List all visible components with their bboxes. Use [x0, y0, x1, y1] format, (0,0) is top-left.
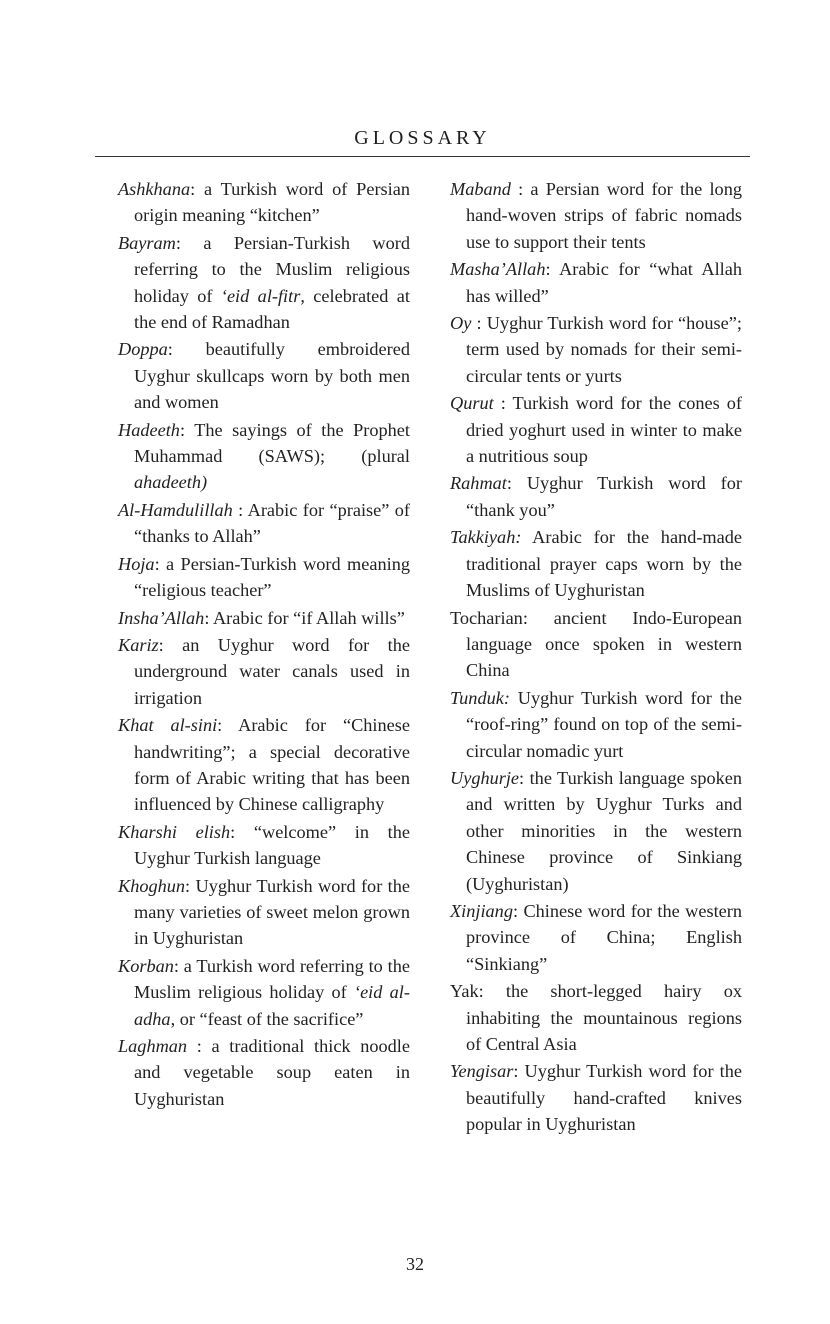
- glossary-entry: [450, 1058, 742, 1137]
- term-separator: :: [471, 313, 487, 334]
- glossary-entry: [118, 336, 410, 415]
- page-title: GLOSSARY: [354, 127, 491, 149]
- glossary-column-right: [450, 176, 742, 1139]
- glossary-entry: [118, 417, 410, 496]
- glossary-term: Maband: [450, 179, 511, 199]
- term-separator: :: [173, 955, 184, 976]
- glossary-entry: [118, 176, 410, 229]
- definition-text: Uyghur Turkish word for “thank you”: [466, 473, 742, 520]
- glossary-term: Kariz: [118, 634, 159, 655]
- term-separator: :: [167, 339, 206, 360]
- definition-text-continued: , celebrated at the end of Ramadhan: [134, 285, 410, 333]
- glossary-definition: [134, 554, 410, 600]
- glossary-entry: [118, 605, 410, 631]
- term-separator: :: [545, 259, 560, 280]
- glossary-term: Al-Hamdulillah: [118, 499, 233, 520]
- glossary-term: Khat al-sini: [118, 715, 218, 736]
- term-separator: :: [230, 821, 254, 842]
- term-separator: :: [493, 393, 513, 414]
- glossary-entry: [450, 524, 742, 603]
- term-separator: [510, 688, 518, 708]
- term-separator: :: [522, 607, 554, 628]
- term-separator: :: [512, 900, 524, 921]
- glossary-entry: [450, 605, 742, 684]
- definition-text: beautifully embroidered Uyghur skullcaps worn by both men and women: [134, 339, 410, 413]
- term-separator: :: [187, 1036, 212, 1056]
- glossary-entry: [450, 470, 742, 523]
- definition-text: Uyghur Turkish word for the beautifully hand-crafted knives popular in Uyghuristan: [466, 1061, 742, 1135]
- glossary-term: Doppa: [118, 339, 168, 360]
- definition-text: a traditional thick noodle and vegetable soup eaten in Uyghuristan: [134, 1036, 410, 1109]
- glossary-entry: [118, 632, 410, 711]
- glossary-term: Hoja: [118, 553, 155, 574]
- term-separator: :: [154, 553, 167, 574]
- glossary-entry: [118, 230, 410, 336]
- title-divider: [95, 156, 750, 157]
- term-separator: :: [232, 499, 248, 520]
- term-separator: :: [506, 473, 527, 494]
- definition-text: a Persian-Turkish word referring to the Muslim religious holiday of: [134, 232, 410, 306]
- glossary-term: Kharshi elish: [118, 821, 231, 842]
- glossary-term: Tocharian: [450, 607, 523, 628]
- definition-text: Chinese word for the western province of China; English “Sinkiang”: [466, 900, 742, 974]
- definition-text: a Persian-Turkish word meaning “religious teacher”: [134, 553, 410, 601]
- definition-italic-term: ‘eid al-fitr: [220, 285, 301, 306]
- glossary-entry: [450, 685, 742, 764]
- glossary-entry: [118, 1033, 410, 1112]
- glossary-term: Xinjiang: [450, 900, 513, 921]
- term-separator: :: [519, 767, 530, 788]
- glossary-term: Khoghun: [118, 875, 186, 896]
- glossary-term: Uyghurje: [450, 767, 520, 788]
- definition-text: the short-legged hairy ox inhabiting the mountainous regions of Central Asia: [466, 981, 742, 1054]
- glossary-term: Rahmat: [450, 473, 507, 494]
- definition-text: Arabic for the hand-made traditional prayer caps worn by the Muslims of Uyghuristan: [466, 527, 743, 601]
- term-separator: :: [179, 419, 195, 440]
- definition-text: ancient Indo-European language once spoken in western China: [466, 607, 743, 681]
- glossary-definition: [466, 981, 742, 1054]
- definition-text: The sayings of the Prophet Muhammad (SAWS); (plural: [134, 419, 410, 467]
- term-separator: :: [175, 232, 204, 253]
- term-separator: :: [513, 1061, 525, 1082]
- glossary-entry: [450, 978, 742, 1057]
- glossary-term: Insha’Allah: [118, 607, 205, 628]
- definition-text: “welcome” in the Uyghur Turkish language: [134, 821, 410, 869]
- glossary-entry: [450, 390, 742, 469]
- definition-italic-term: ahadeeth): [134, 472, 208, 493]
- glossary-term: Masha’Allah: [450, 259, 546, 280]
- page-number: 32: [406, 1254, 424, 1274]
- definition-italic-term: ‘eid al-adha: [134, 982, 410, 1029]
- glossary-term: Qurut: [450, 393, 494, 414]
- term-separator: :: [185, 875, 196, 896]
- definition-text: Arabic for “Chinese handwriting”; a special decorative form of Arabic writing that has been influenced by Chinese calligraphy: [134, 715, 410, 815]
- definition-text: Arabic for “if Allah wills”: [212, 607, 405, 628]
- glossary-term: Tunduk:: [450, 687, 510, 708]
- glossary-term: Yak: [450, 981, 479, 1002]
- term-separator: :: [217, 715, 239, 736]
- glossary-entry: [118, 819, 410, 872]
- glossary-entry: [118, 953, 410, 1032]
- glossary-term: Takkiyah:: [450, 527, 522, 548]
- definition-text: a Turkish word referring to the Muslim religious holiday of: [134, 955, 410, 1003]
- term-separator: :: [158, 634, 183, 655]
- term-separator: :: [510, 179, 531, 199]
- glossary-term: Ashkhana: [118, 179, 191, 199]
- definition-text: Uyghur Turkish word for the many varieties of sweet melon grown in Uyghuristan: [134, 875, 410, 949]
- glossary-entry: [118, 873, 410, 952]
- definition-text: Arabic for “praise” of “thanks to Allah”: [134, 499, 410, 547]
- glossary-entry: [450, 898, 742, 977]
- term-separator: :: [190, 179, 205, 199]
- definition-text: the Turkish language spoken and written by Uyghur Turks and other minorities in the western Chinese province of Sinkiang (Uyghuristan): [466, 767, 742, 894]
- definition-text: Uyghur Turkish word for the “roof-ring” found on top of the semi-circular nomadic yurt: [466, 687, 742, 761]
- glossary-term: Yengisar: [450, 1061, 514, 1082]
- glossary-entry: [118, 497, 410, 550]
- glossary-term: Oy: [450, 313, 472, 334]
- term-separator: :: [478, 981, 506, 1002]
- glossary-term: Laghman: [118, 1036, 188, 1056]
- definition-text: Arabic for “what Allah has willed”: [466, 259, 742, 306]
- term-separator: [521, 527, 532, 547]
- glossary-definition: [466, 313, 742, 386]
- definition-text: an Uyghur word for the underground water canals used in irrigation: [134, 634, 410, 708]
- glossary-entry: [118, 712, 410, 818]
- glossary-definition: [213, 608, 405, 628]
- glossary-term: Korban: [118, 955, 174, 976]
- term-separator: :: [204, 607, 213, 628]
- definition-text: Uyghur Turkish word for “house”; term used by nomads for their semi-circular tents or yurts: [466, 313, 742, 386]
- glossary-entry: [450, 176, 742, 255]
- glossary-entry: [450, 256, 742, 309]
- definition-text: Turkish word for the cones of dried yoghurt used in winter to make a nutritious soup: [466, 393, 743, 467]
- glossary-column-left: [118, 176, 410, 1113]
- glossary-entry: [450, 765, 742, 897]
- definition-text-continued: , or “feast of the sacrifice”: [170, 1008, 364, 1029]
- glossary-entry: [450, 310, 742, 389]
- definition-text: a Persian word for the long hand-woven strips of fabric nomads use to support their tents: [466, 179, 742, 252]
- glossary-term: Bayram: [118, 232, 176, 253]
- glossary-term: Hadeeth: [118, 419, 180, 440]
- glossary-entry: [118, 551, 410, 604]
- definition-text: a Turkish word of Persian origin meaning “kitchen”: [134, 179, 410, 226]
